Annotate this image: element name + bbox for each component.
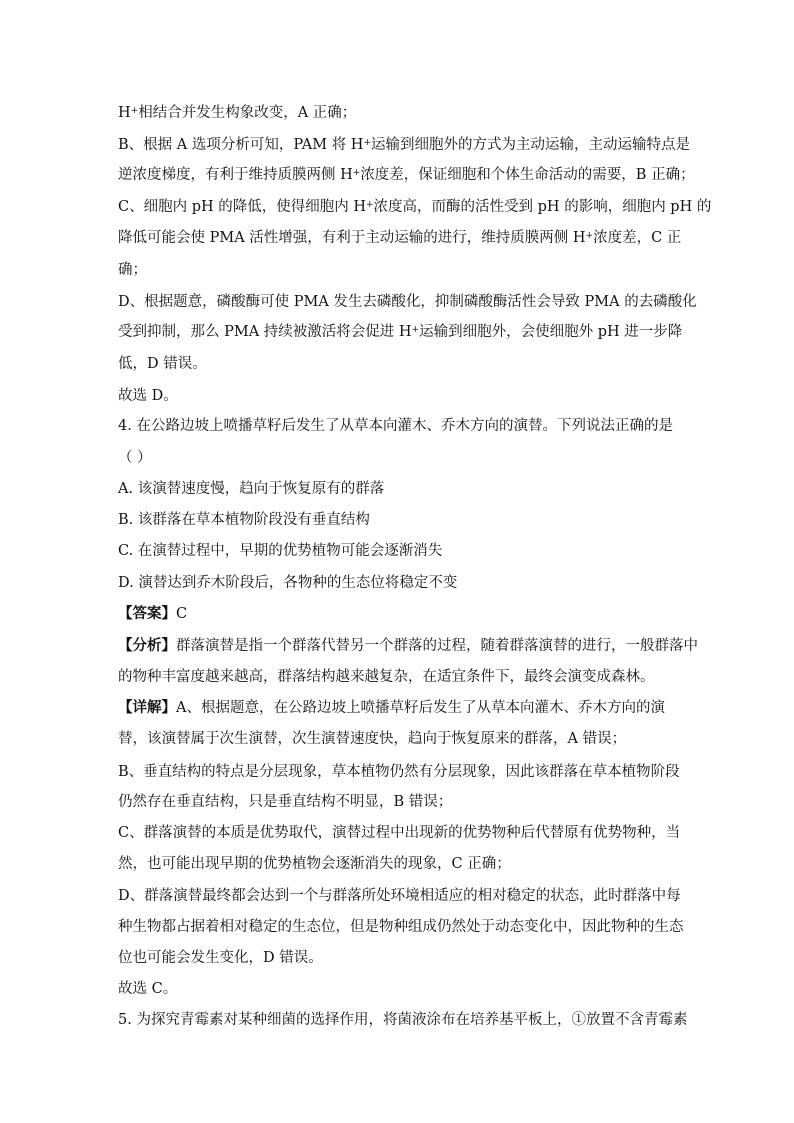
text-line — [118, 135, 690, 155]
line-text: B. 该群落在草本植物阶段没有垂直结构 — [118, 512, 370, 528]
text-line — [118, 792, 452, 812]
line-text: 群落演替是指一个群落代替另一个群落的过程，随着群落演替的进行，一般群落中 — [176, 638, 698, 654]
text-line — [118, 103, 356, 123]
line-text: 故选 D。 — [118, 388, 178, 404]
line-text: B、根据 A 选项分析可知，PAM 将 H — [118, 137, 364, 153]
line-text: 种生物都占据着相对稳定的生态位，但是物种组成仍然处于动态变化中，因此物种的生态 — [118, 919, 684, 935]
text-line — [118, 698, 665, 718]
line-text: 的物种丰富度越来越高，群落结构越来越复杂，在适宜条件下，最终会演变成森林。 — [118, 669, 655, 685]
line-text-tail: 运输到细胞外的方式为主动运输，主动运输特点是 — [371, 137, 690, 153]
line-text: C. 在演替过程中，早期的优势植物可能会逐渐消失 — [118, 543, 443, 559]
text-line — [118, 322, 682, 342]
text-line — [118, 948, 323, 968]
text-line — [118, 386, 178, 406]
line-text: D. 演替达到乔木阶段后，各物种的生态位将稳定不变 — [118, 575, 458, 591]
text-line — [118, 636, 698, 656]
line-text-tail: 浓度差，保证细胞和个体生命活动的需要，B 正确； — [360, 167, 695, 183]
line-text: 受到抑制，那么 PMA 持续被激活将会促进 H — [118, 324, 412, 340]
line-text: 故选 C。 — [118, 981, 178, 997]
line-text: 低，D 错误。 — [118, 356, 207, 372]
line-text: H — [118, 105, 131, 121]
superscript: + — [352, 168, 361, 178]
text-line — [118, 292, 697, 312]
text-line — [118, 979, 177, 999]
line-text: 仍然存在垂直结构，只是垂直结构不明显，B 错误； — [118, 794, 453, 810]
line-text: 位也可能会发生变化，D 错误。 — [118, 950, 323, 966]
section-label: 【分析】 — [118, 637, 176, 654]
text-line — [118, 197, 711, 217]
line-text: 然，也可能出现早期的优势植物会逐渐消失的现象，C 正确； — [118, 856, 511, 872]
line-text: D、根据题意，磷酸酶可使 PMA 发生去磷酸化，抑制磷酸酶活性会导致 PMA 的去磷酸化 — [118, 294, 697, 310]
line-text: 逆浓度梯度，有利于维持质膜两侧 H — [118, 167, 353, 183]
line-text: 4. 在公路边坡上喷播草籽后发生了从草本向灌木、乔木方向的演替。下列说法正确的是 — [118, 418, 673, 434]
line-text-tail: 浓度差，C 正 — [593, 230, 682, 246]
line-text: D、群落演替最终都会达到一个与群落所处环境相适应的相对稳定的状态，此时群落中每 — [118, 888, 681, 904]
line-text: 确； — [118, 262, 147, 278]
text-line — [118, 729, 626, 749]
text-line — [118, 573, 457, 593]
superscript: + — [411, 325, 420, 335]
line-text: 替，该演替属于次生演替，次生演替速度快，趋向于恢复原来的群落，A 错误； — [118, 731, 627, 747]
line-text: （ ） — [118, 450, 152, 466]
text-line — [118, 541, 442, 561]
text-line — [118, 917, 684, 937]
text-line — [118, 667, 655, 687]
line-text: C、细胞内 pH 的降低，使得细胞内 H — [118, 199, 366, 215]
text-line — [118, 604, 187, 624]
text-line — [118, 1010, 687, 1030]
text-line — [118, 165, 695, 185]
text-line — [118, 228, 681, 248]
text-line — [118, 416, 673, 436]
text-line — [118, 448, 152, 468]
section-label: 【答案】 — [118, 605, 176, 622]
superscript: + — [585, 231, 594, 241]
superscript: + — [366, 200, 374, 210]
text-line — [118, 479, 384, 499]
superscript: + — [130, 106, 139, 116]
section-label: 【详解】 — [118, 699, 176, 716]
line-text: 降低可能会使 PMA 活性增强，有利于主动运输的进行，维持质膜两侧 H — [118, 230, 586, 246]
text-line — [118, 854, 511, 874]
line-text: C、群落演替的本质是优势取代，演替过程中出现新的优势物种后代替原有优势物种，当 — [118, 825, 681, 841]
line-text: 5. 为探究青霉素对某种细菌的选择作用，将菌液涂布在培养基平板上，①放置不含青霉素 — [118, 1012, 688, 1028]
line-text-tail: 相结合并发生构象改变，A 正确； — [138, 105, 357, 121]
text-line — [118, 260, 147, 280]
text-line — [118, 762, 680, 782]
text-line — [118, 823, 680, 843]
line-text: C — [176, 606, 188, 622]
text-line — [118, 354, 207, 374]
superscript: + — [363, 138, 371, 148]
line-text: A. 该演替速度慢，趋向于恢复原有的群落 — [118, 481, 385, 497]
line-text: A、根据题意，在公路边坡上喷播草籽后发生了从草本向灌木、乔木方向的演 — [176, 700, 665, 716]
text-line — [118, 510, 370, 530]
line-text: B、垂直结构的特点是分层现象，草本植物仍然有分层现象，因此该群落在草本植物阶段 — [118, 764, 680, 780]
line-text-tail: 运输到细胞外，会使细胞外 pH 进一步降 — [419, 324, 683, 340]
line-text-tail: 浓度高，而酶的活性受到 pH 的影响，细胞内 pH 的 — [373, 199, 712, 215]
text-line — [118, 886, 681, 906]
